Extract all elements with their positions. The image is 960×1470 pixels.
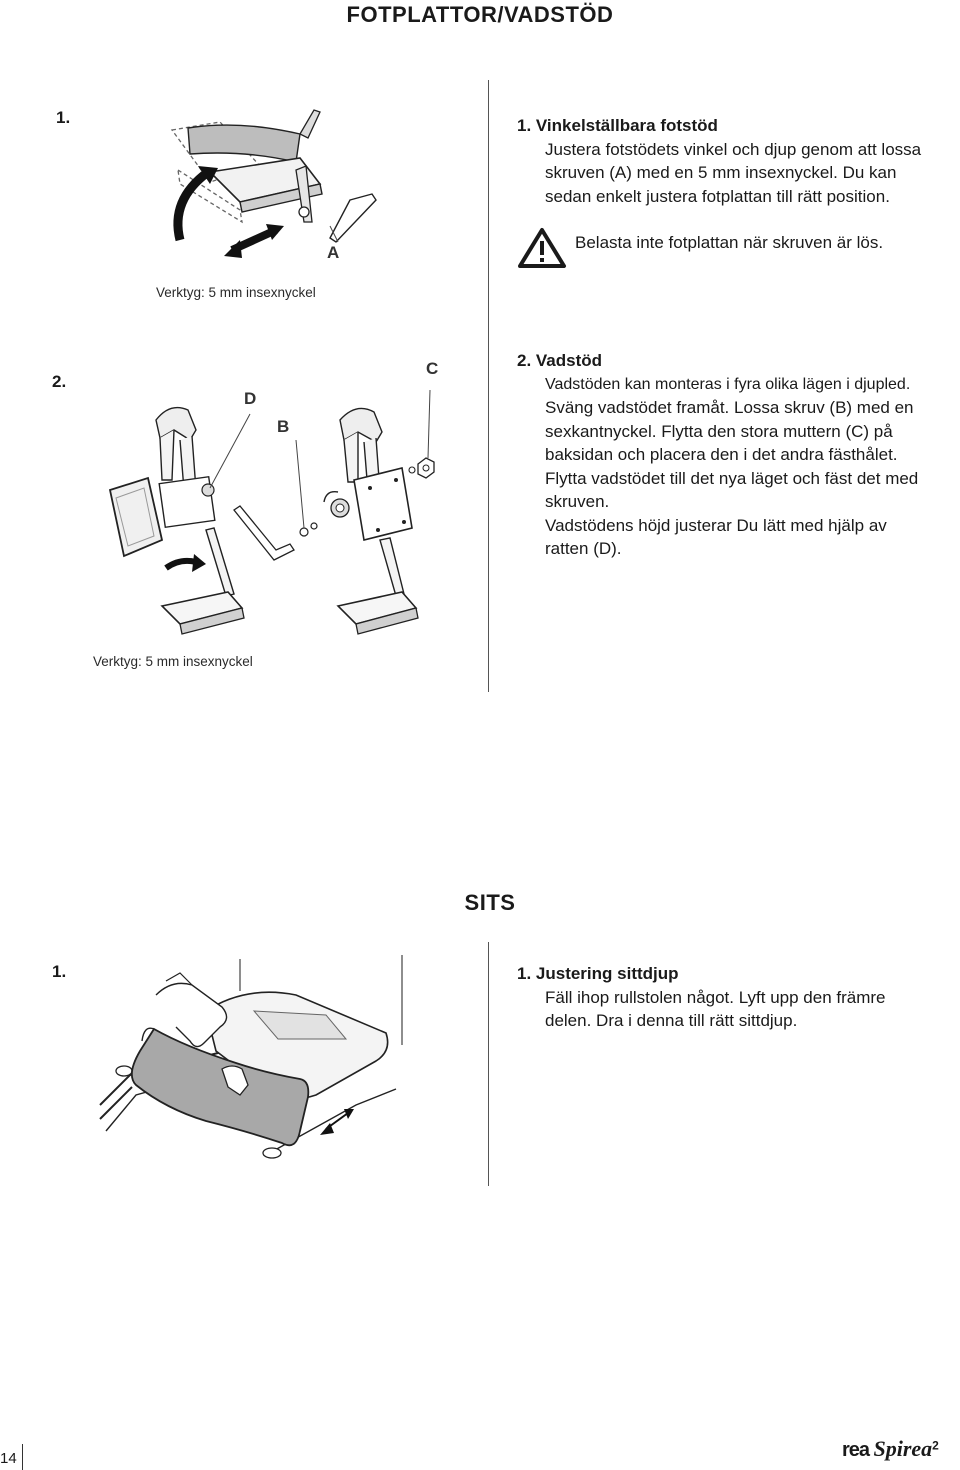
step-line: Vadstöden kan monteras i fyra olika lägen i djupled. — [545, 375, 911, 393]
brand-logo — [842, 1436, 939, 1462]
step-line: baksidan och placera den i det andra fästhålet. — [545, 445, 898, 464]
step-number: 2. — [52, 372, 67, 391]
logo-product: Spirea — [873, 1436, 933, 1461]
step-line: Justera fotstödets vinkel och djup genom att lossa — [545, 139, 922, 159]
step-2-text — [517, 349, 937, 561]
label-a: A — [327, 243, 340, 262]
step-heading: 1. Justering sittdjup — [517, 964, 679, 983]
column-divider — [488, 80, 489, 692]
step-line: sedan enkelt justera fotplattan till rätt position. — [545, 186, 890, 206]
step-number: 1. — [56, 108, 71, 127]
label-c: C — [426, 359, 439, 378]
seat-step-text — [517, 962, 937, 1033]
step-line: sexkantnyckel. Flytta den stora muttern (C) på — [545, 421, 893, 441]
step-line: ratten (D). — [545, 539, 622, 558]
step-heading: 1. Vinkelställbara fotstöd — [517, 116, 718, 135]
tool-caption: Verktyg: 5 mm insexnyckel — [93, 654, 253, 669]
step-line: skruven (A) med en 5 mm insexnyckel. Du kan — [545, 163, 897, 182]
label-b: B — [277, 417, 290, 436]
warning-text: Belasta inte fotplattan när skruven är lös. — [575, 233, 884, 252]
label-d: D — [244, 389, 257, 408]
section-title: SITS — [464, 890, 516, 915]
step-line: Sväng vadstödet framåt. Lossa skruv (B) med en — [545, 398, 914, 417]
step-line: Flytta vadstödet till det nya läget och fäst det med — [545, 468, 919, 488]
step-line: Vadstödens höjd justerar Du lätt med hjälp av — [545, 515, 887, 535]
step-number: 1. — [52, 962, 67, 981]
logo-brand: rea — [842, 1439, 870, 1461]
page-number: 14 — [0, 1450, 17, 1467]
page-title: FOTPLATTOR/VADSTÖD — [346, 2, 614, 27]
step-line: Fäll ihop rullstolen något. Lyft upp den främre — [545, 987, 886, 1007]
page-number-divider — [22, 1444, 23, 1470]
logo-superscript: 2 — [932, 1438, 939, 1453]
step-line: delen. Dra i denna till rätt sittdjup. — [545, 1011, 798, 1030]
step-heading: 2. Vadstöd — [517, 351, 603, 370]
step-1-text — [517, 114, 937, 208]
tool-caption: Verktyg: 5 mm insexnyckel — [156, 285, 316, 300]
step-line: skruven. — [545, 492, 610, 511]
seat-depth-illustration — [96, 955, 426, 1165]
warning-icon — [518, 228, 566, 268]
column-divider — [488, 942, 489, 1186]
footplate-angle-illustration — [150, 110, 390, 270]
